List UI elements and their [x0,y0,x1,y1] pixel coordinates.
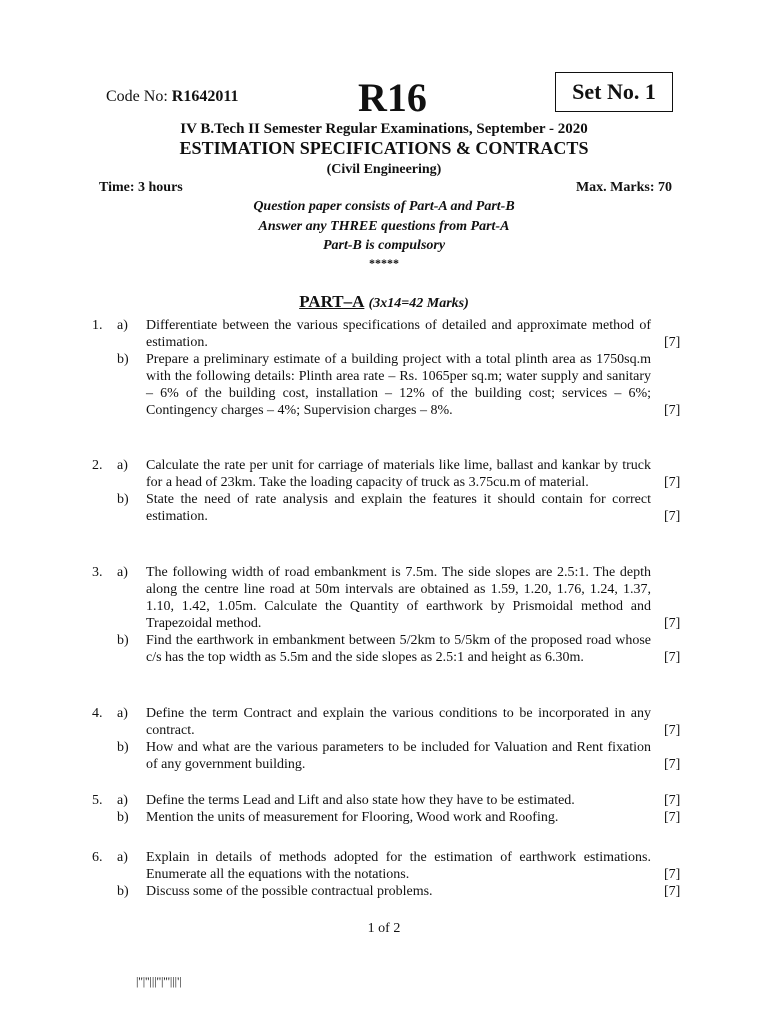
question-5b [0,809,768,826]
question-5a [0,792,768,809]
code-value: R1642011 [171,88,239,105]
sub-label: a) [117,318,128,333]
branch-name: (Civil Engineering) [326,162,442,177]
question-4 [0,705,768,773]
part-heading [0,292,768,312]
exam-time: Time: 3 hours [99,180,183,195]
instruction-1: Question paper consists of Part-A and Part-B [253,199,515,214]
marks: [7] [664,757,681,772]
question-3a [0,564,768,632]
exam-title: IV B.Tech II Semester Regular Examinations, September - 2020 [180,121,588,137]
marks: [7] [664,650,681,665]
question-text: Mention the units of measurement for Flooring, Wood work and Roofing. [146,810,559,825]
question-1 [0,317,768,419]
question-number: 5. [92,793,103,808]
marks: [7] [664,335,681,350]
part-marks: (3x14=42 Marks) [368,296,469,311]
marks: [7] [664,810,681,825]
question-3 [0,564,768,666]
marks: [7] [664,884,681,899]
question-4a [0,705,768,739]
subject-title: ESTIMATION SPECIFICATIONS & CONTRACTS [179,138,589,158]
question-text: The following width of road embankment is 7.5m. The side slopes are 2.5:1. The depth along the centre line road at 50m intervals are obtained as 1.59, 1.20, 1.76, 1.24, 1.37, 1.10, 1.42, 1.05m. Calculate the Quantity of earthwork by Prismoidal method and Trapezoidal method. [146,565,651,631]
instruction-3: Part-B is compulsory [322,238,446,253]
question-text: Find the earthwork in embankment between 5/2km to 5/5km of the proposed road whose c/s has the top width as 5.5m and the side slopes as 2.5:1 and height as 6.30m. [146,633,651,665]
sub-label: b) [117,633,129,648]
question-text: Explain in details of methods adopted for the estimation of earthwork estimations. Enumerate all the equations with the notations. [146,850,651,882]
sub-label: a) [117,793,128,808]
question-number: 2. [92,458,103,473]
page-number: 1 of 2 [367,921,401,936]
max-marks: Max. Marks: 70 [575,180,672,195]
question-6b [0,883,768,900]
question-5 [0,792,768,826]
question-3b [0,632,768,666]
question-text: Discuss some of the possible contractual problems. [146,884,433,899]
sub-label: b) [117,492,129,507]
question-2b [0,491,768,525]
question-number: 6. [92,850,103,865]
sub-label: b) [117,740,129,755]
marks: [7] [664,509,681,524]
sub-label: a) [117,706,128,721]
question-number: 3. [92,565,103,580]
sub-label: a) [117,850,128,865]
question-2 [0,457,768,525]
question-text: Calculate the rate per unit for carriage of materials like lime, ballast and kankar by truck for a head of 23km. Take the loading capacity of truck as 3.75cu.m of material. [146,458,651,490]
marks: [7] [664,403,681,418]
question-1b [0,351,768,419]
set-number-box: Set No. 1 [555,72,673,112]
sub-label: b) [117,352,129,367]
regulation-code: R16 [358,75,427,120]
marks: [7] [664,723,681,738]
part-title: PART–A [299,292,365,311]
marks: [7] [664,867,681,882]
separator-stars: ***** [369,256,399,270]
question-6a [0,849,768,883]
question-4b [0,739,768,773]
question-number: 4. [92,706,103,721]
sub-label: a) [117,458,128,473]
question-text: Differentiate between the various specifications of detailed and approximate method of estimation. [146,318,651,350]
question-1a [0,317,768,351]
instruction-2: Answer any THREE questions from Part-A [258,219,510,234]
question-text: Define the terms Lead and Lift and also state how they have to be estimated. [146,793,575,808]
question-number: 1. [92,318,103,333]
code-label: Code No: [106,88,168,105]
question-text: Prepare a preliminary estimate of a building project with a total plinth area as 1750sq.m with the following details: Plinth area rate – Rs. 1065per sq.m; water supply and sanitary – 6% of the building cost, installation – 12% of the building cost; services – 6%; Contingency charges – 4%; Supervision charges – 8%. [146,352,651,418]
marks: [7] [664,616,681,631]
marks: [7] [664,793,681,808]
marks: [7] [664,475,681,490]
sub-label: a) [117,565,128,580]
barcode: |''|''|||''|'''|||'| [136,974,182,988]
question-text: How and what are the various parameters to be included for Valuation and Rent fixation of any government building. [146,740,651,772]
sub-label: b) [117,810,129,825]
question-6 [0,849,768,900]
question-text: Define the term Contract and explain the various conditions to be incorporated in any contract. [146,706,651,738]
question-2a [0,457,768,491]
question-text: State the need of rate analysis and explain the features it should contain for correct estimation. [146,492,651,524]
sub-label: b) [117,884,129,899]
code-number [106,88,238,106]
